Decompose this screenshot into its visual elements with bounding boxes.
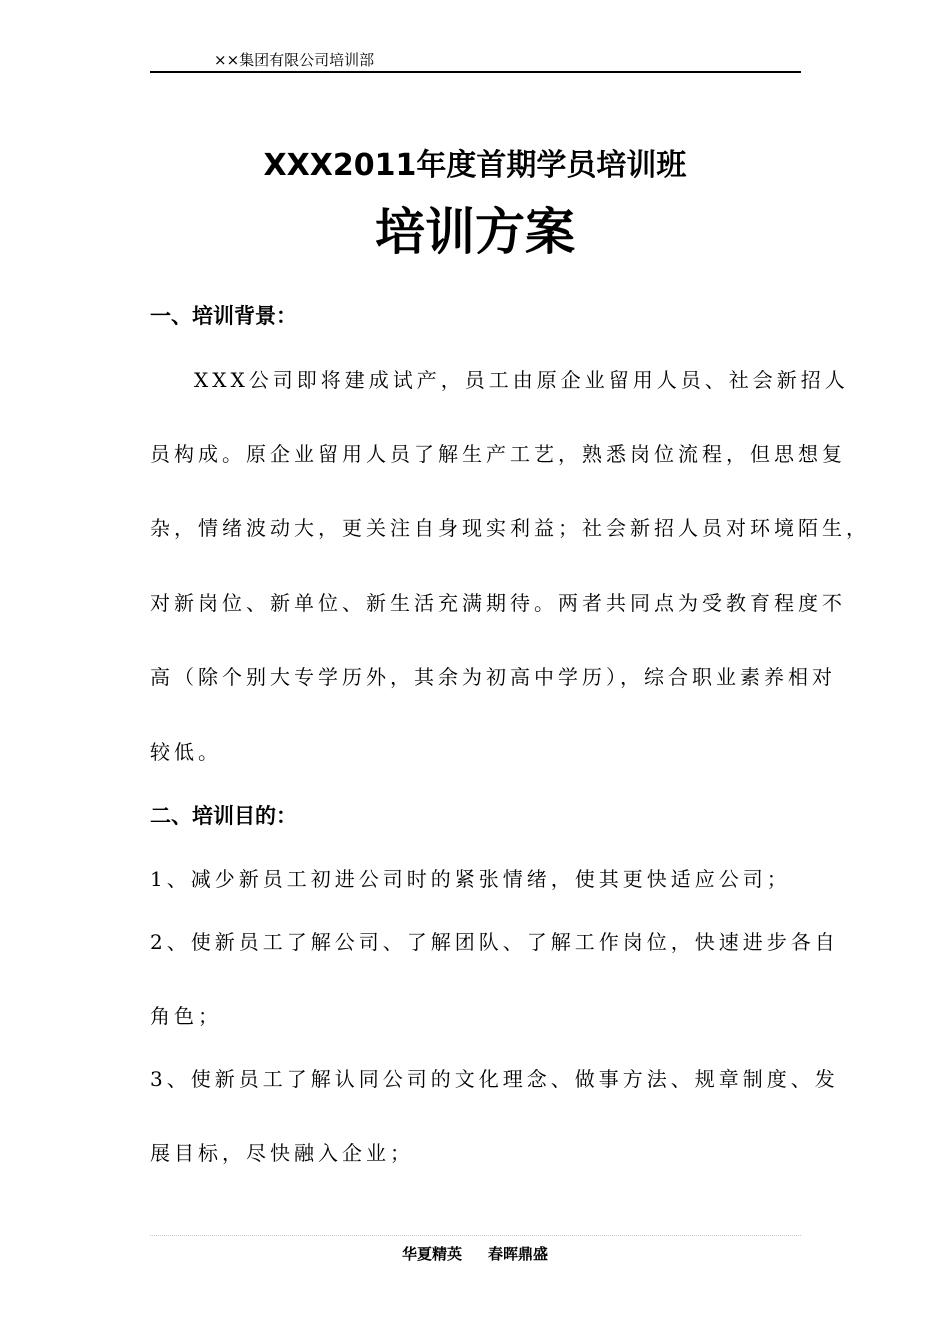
paragraph-line: 高（除个别大专学历外，其余为初高中学历），综合职业素养相对 (150, 665, 836, 689)
paragraph-line: 较低。 (150, 740, 222, 764)
list-item: 2、使新员工了解公司、了解团队、了解工作岗位，快速进步各自 (150, 930, 839, 954)
header-org-name: ××集团有限公司培训部 (214, 51, 375, 69)
paragraph-line: XXX公司即将建成试产，员工由原企业留用人员、社会新招人 (194, 368, 849, 392)
paragraph-line: 员构成。原企业留用人员了解生产工艺，熟悉岗位流程，但思想复 (150, 442, 846, 466)
section-heading-purpose: 二、培训目的： (150, 804, 297, 828)
page-header (150, 50, 801, 73)
paragraph-line: 杂，情绪波动大，更关注自身现实利益；社会新招人员对环境陌生， (150, 516, 870, 540)
list-item: 1、减少新员工初进公司时的紧张情绪，使其更快适应公司； (150, 867, 791, 891)
footer-divider (150, 1235, 801, 1236)
document-title: XXX2011年度首期学员培训班 (263, 148, 687, 183)
document-subtitle: 培训方案 (375, 203, 575, 261)
list-item: 3、使新员工了解认同公司的文化理念、做事方法、规章制度、发 (150, 1067, 839, 1091)
list-item-continuation: 展目标，尽快融入企业； (150, 1141, 414, 1165)
section-heading-background: 一、培训背景： (150, 304, 297, 328)
list-item-continuation: 角色； (150, 1004, 222, 1028)
paragraph-line: 对新岗位、新单位、新生活充满期待。两者共同点为受教育程度不 (150, 591, 846, 615)
footer-slogan: 华夏精英 春晖鼎盛 (401, 1245, 549, 1263)
